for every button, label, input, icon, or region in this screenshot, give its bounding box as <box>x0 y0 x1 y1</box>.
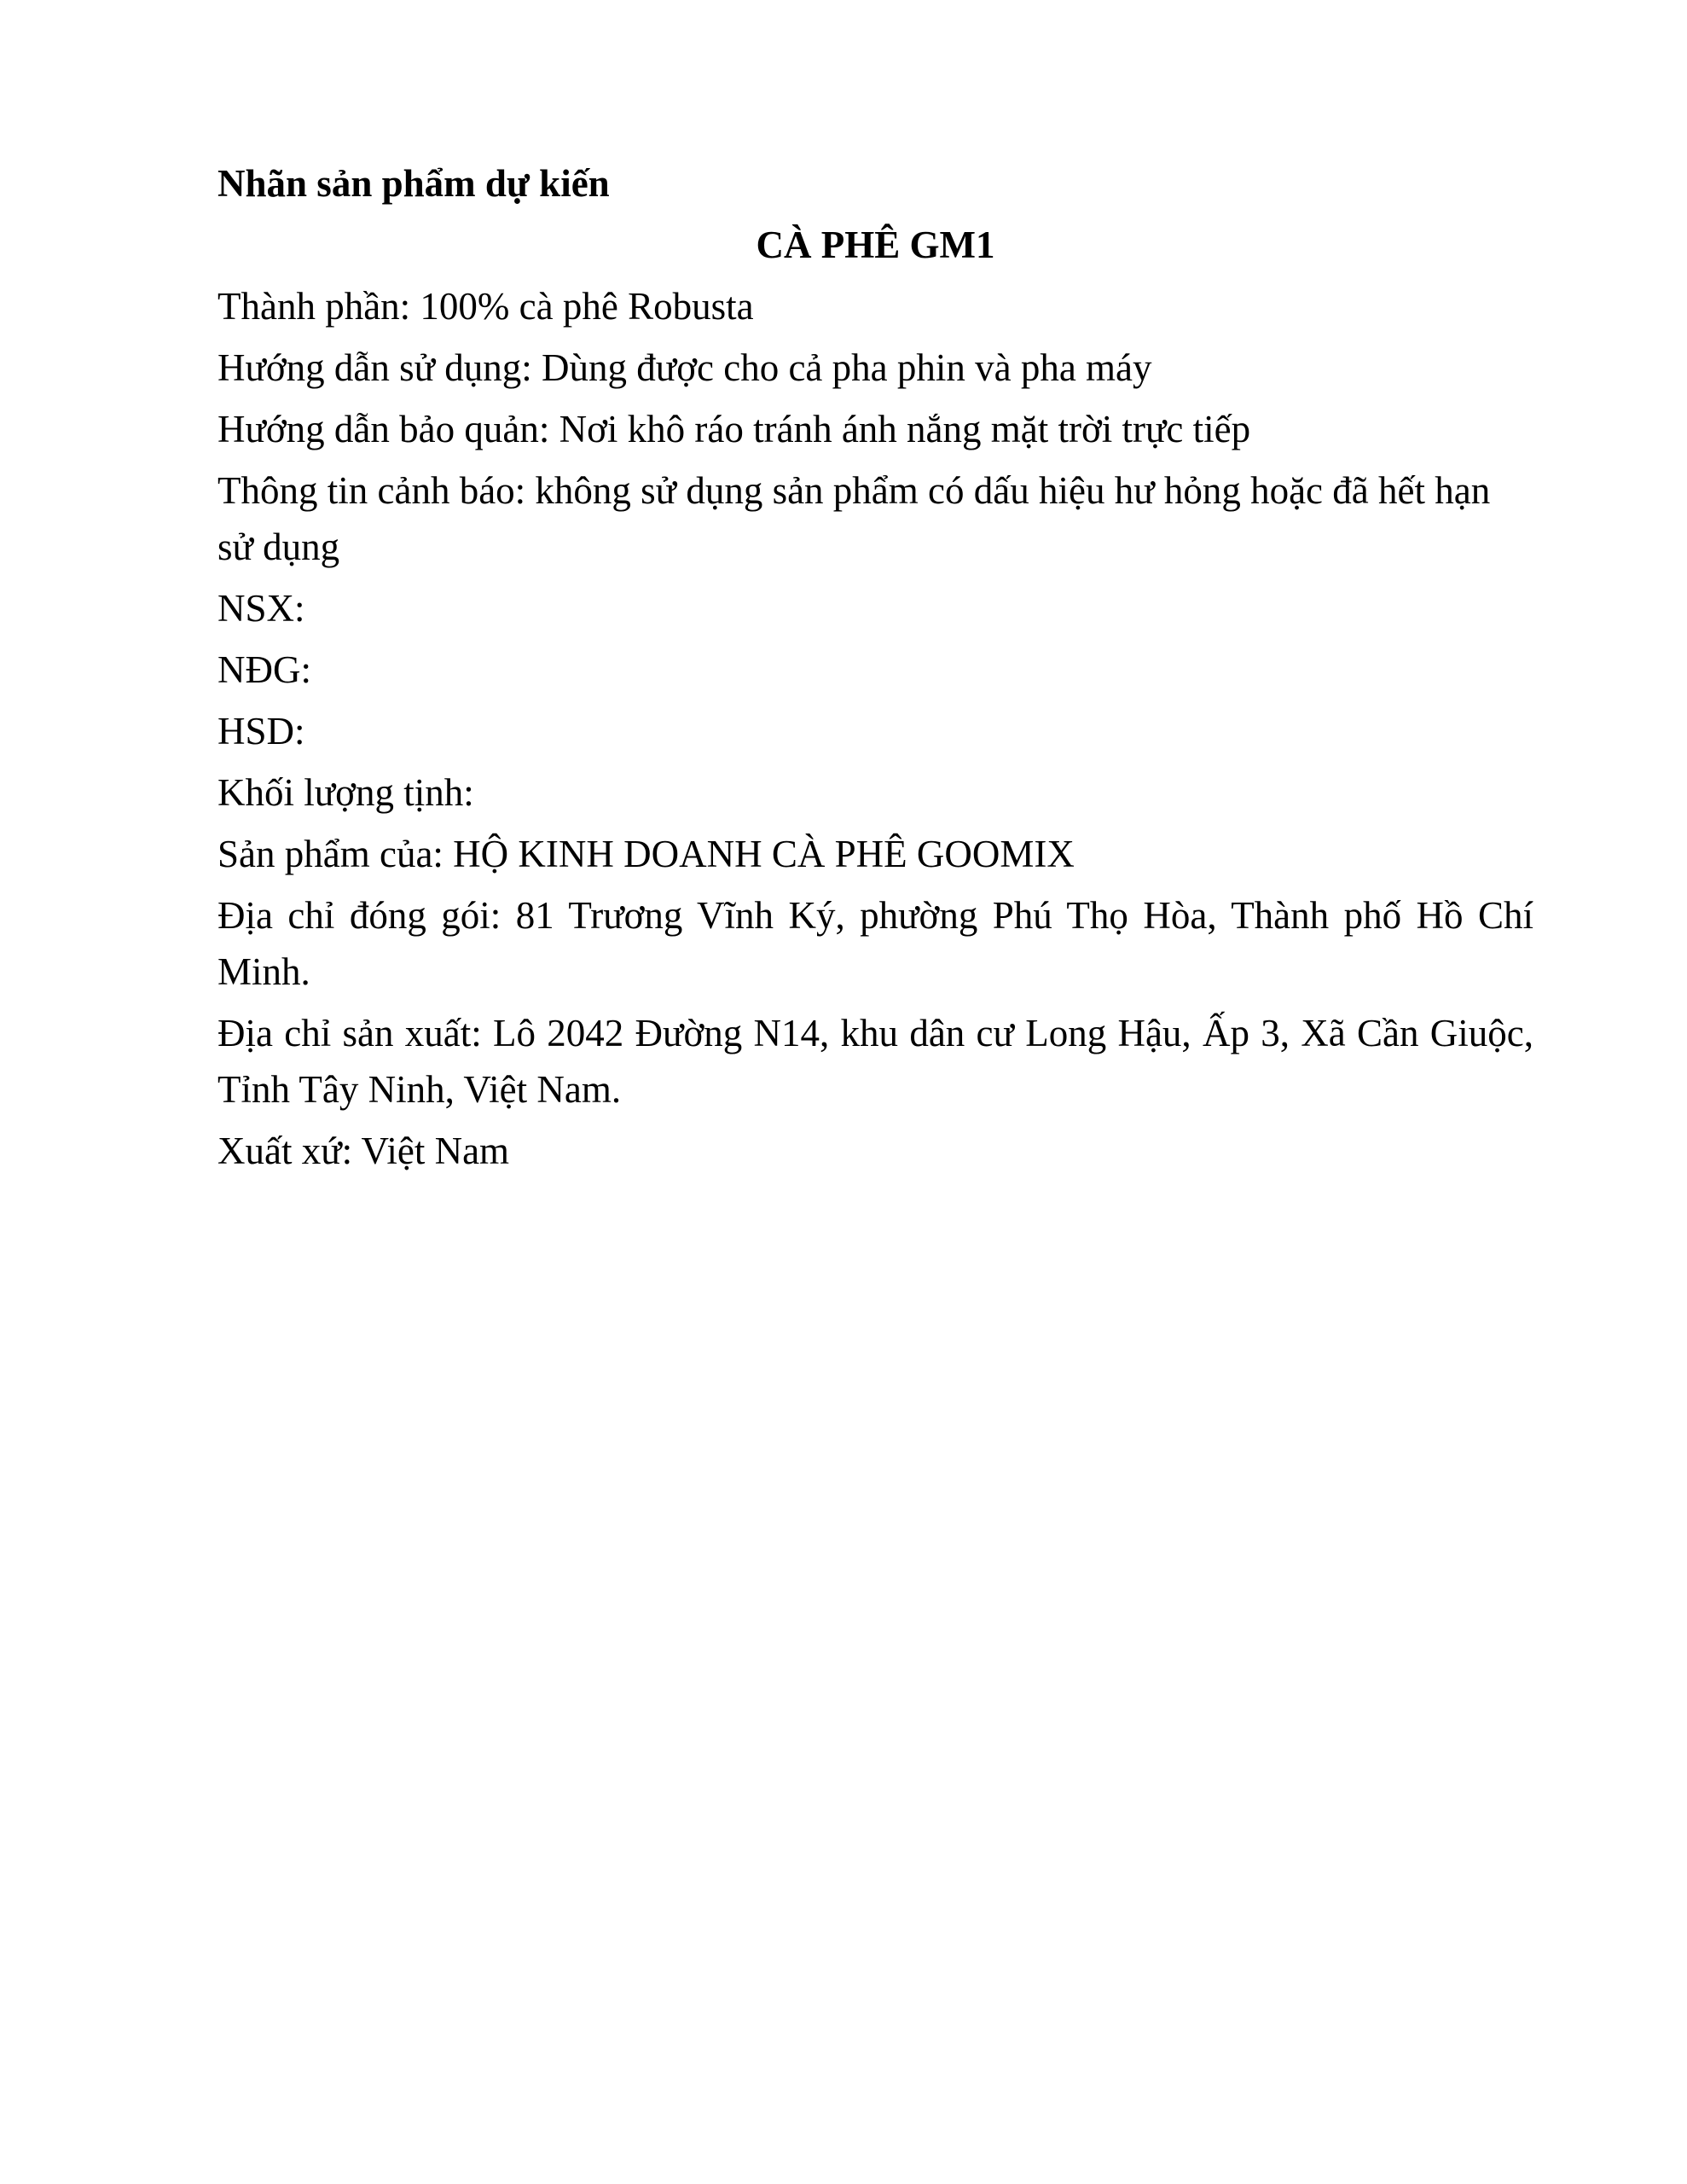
net-weight-line: Khối lượng tịnh: <box>217 771 474 814</box>
origin-line: Xuất xứ: Việt Nam <box>217 1130 510 1172</box>
product-title: CÀ PHÊ GM1 <box>756 224 995 266</box>
ingredients-line: Thành phần: 100% cà phê Robusta <box>217 285 754 328</box>
packing-address-line: Địa chỉ đóng gói: 81 Trương Vĩnh Ký, phường Phú Thọ Hòa, Thành phố Hồ Chí Minh. <box>217 894 1533 993</box>
hsd-line: HSD: <box>217 710 305 752</box>
warning-info-line: Thông tin cảnh báo: không sử dụng sản phẩm có dấu hiệu hư hỏng hoặc đã hết hạn sử dụng <box>217 469 1491 568</box>
storage-instructions-line: Hướng dẫn bảo quản: Nơi khô ráo tránh ánh nắng mặt trời trực tiếp <box>217 408 1251 450</box>
nsx-line: NSX: <box>217 587 305 630</box>
document-heading: Nhãn sản phẩm dự kiến <box>217 162 610 205</box>
ndg-line: NĐG: <box>217 648 311 691</box>
usage-instructions-line: Hướng dẫn sử dụng: Dùng được cho cả pha phin và pha máy <box>217 346 1152 389</box>
production-address-line: Địa chỉ sản xuất: Lô 2042 Đường N14, khu dân cư Long Hậu, Ấp 3, Xã Cần Giuộc, Tỉnh Tây Ninh, Việt Nam. <box>217 1012 1533 1111</box>
producer-line: Sản phẩm của: HỘ KINH DOANH CÀ PHÊ GOOMIX <box>217 833 1075 875</box>
